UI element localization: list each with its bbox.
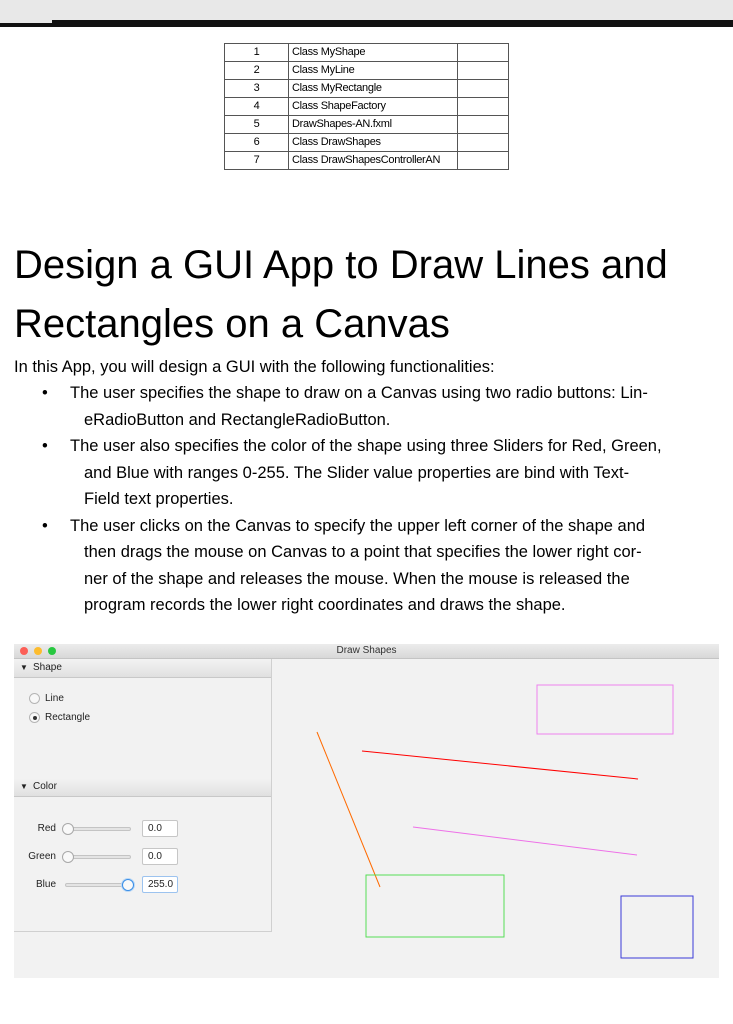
functionality-list xyxy=(42,380,722,619)
file-name: Class MyLine xyxy=(289,62,458,80)
file-extra xyxy=(458,116,509,134)
draw-shapes-window xyxy=(14,644,719,978)
canvas-line xyxy=(362,751,638,779)
list-item-line: and Blue with ranges 0-255. The Slider value properties are bind with Text- xyxy=(84,463,630,482)
canvas-rectangle xyxy=(621,896,693,958)
file-table xyxy=(224,43,509,170)
intro-paragraph: In this App, you will design a GUI with the following functionalities: xyxy=(14,358,495,376)
blue-slider-thumb[interactable] xyxy=(122,879,134,891)
file-name: Class ShapeFactory xyxy=(289,98,458,116)
red-value-field[interactable]: 0.0 xyxy=(142,820,178,837)
file-name: Class MyShape xyxy=(289,44,458,62)
window-titlebar xyxy=(14,644,719,659)
list-item-line: The user also specifies the color of the shape using three Sliders for Red, Green, xyxy=(70,437,662,455)
page-title xyxy=(14,236,729,354)
canvas-rectangle xyxy=(366,875,504,937)
file-number: 7 xyxy=(225,152,289,170)
file-number: 5 xyxy=(225,116,289,134)
file-name: Class DrawShapes xyxy=(289,134,458,152)
file-extra xyxy=(458,134,509,152)
line-radio-button[interactable] xyxy=(29,693,40,704)
green-value-field[interactable]: 0.0 xyxy=(142,848,178,865)
file-number: 3 xyxy=(225,80,289,98)
top-rule xyxy=(0,23,733,27)
rectangle-radio-label[interactable]: Rectangle xyxy=(45,712,91,723)
table-row xyxy=(225,62,509,80)
list-item-line: then drags the mouse on Canvas to a point that specifies the lower right cor- xyxy=(84,543,642,561)
file-number: 6 xyxy=(225,134,289,152)
file-extra xyxy=(458,62,509,80)
green-slider[interactable] xyxy=(65,855,131,859)
shape-section-body xyxy=(14,678,271,777)
green-slider-thumb[interactable] xyxy=(62,851,74,863)
file-number: 2 xyxy=(225,62,289,80)
file-name: Class MyRectangle xyxy=(289,80,458,98)
list-item xyxy=(42,433,722,513)
page-title-line-2: Rectangles on a Canvas xyxy=(14,302,450,346)
green-slider-label: Green xyxy=(28,851,56,862)
shape-section-title: Shape xyxy=(33,662,62,673)
color-section-body xyxy=(14,797,271,931)
page-title-line-1: Design a GUI App to Draw Lines and xyxy=(14,243,668,287)
file-extra xyxy=(458,98,509,116)
color-section-title: Color xyxy=(33,781,57,792)
list-item-line: eRadioButton and RectangleRadioButton. xyxy=(84,410,391,429)
list-item-line: The user clicks on the Canvas to specify the upper left corner of the shape and xyxy=(70,516,646,535)
list-item-line: ner of the shape and releases the mouse. When the mouse is released the xyxy=(84,569,630,588)
rectangle-radio-button[interactable] xyxy=(29,712,40,723)
triangle-down-icon: ▼ xyxy=(20,663,28,672)
red-slider-thumb[interactable] xyxy=(62,823,74,835)
file-extra xyxy=(458,44,509,62)
file-extra xyxy=(458,152,509,170)
list-item-line: Field text properties. xyxy=(84,490,234,508)
file-number: 1 xyxy=(225,44,289,62)
list-item xyxy=(42,380,722,433)
canvas-line xyxy=(413,827,637,855)
red-slider[interactable] xyxy=(65,827,131,831)
drawing-canvas[interactable] xyxy=(272,659,719,978)
file-name: Class DrawShapesControllerAN xyxy=(289,152,458,170)
table-row xyxy=(225,152,509,170)
red-slider-label: Red xyxy=(37,823,56,834)
table-row xyxy=(225,98,509,116)
bullet-glyph: • xyxy=(42,516,48,535)
controls-panel xyxy=(14,659,272,932)
bullet-glyph: • xyxy=(42,437,48,455)
list-item-line: The user specifies the shape to draw on a Canvas using two radio buttons: Lin- xyxy=(70,384,648,402)
line-radio-label[interactable]: Line xyxy=(45,693,64,704)
table-row xyxy=(225,134,509,152)
table-row xyxy=(225,44,509,62)
color-section-header[interactable] xyxy=(14,778,271,797)
shape-section-header[interactable] xyxy=(14,659,271,678)
list-item-line: program records the lower right coordinates and draws the shape. xyxy=(84,596,566,614)
bullet-glyph: • xyxy=(42,384,48,402)
triangle-down-icon: ▼ xyxy=(20,782,28,791)
table-row xyxy=(225,116,509,134)
list-item xyxy=(42,513,722,619)
file-number: 4 xyxy=(225,98,289,116)
table-row xyxy=(225,80,509,98)
file-extra xyxy=(458,80,509,98)
blue-slider-label: Blue xyxy=(35,879,56,890)
canvas-line xyxy=(317,732,380,887)
file-name: DrawShapes-AN.fxml xyxy=(289,116,458,134)
window-title: Draw Shapes xyxy=(336,645,397,656)
canvas-rectangle xyxy=(537,685,673,734)
blue-value-field[interactable]: 255.0 xyxy=(142,876,178,893)
